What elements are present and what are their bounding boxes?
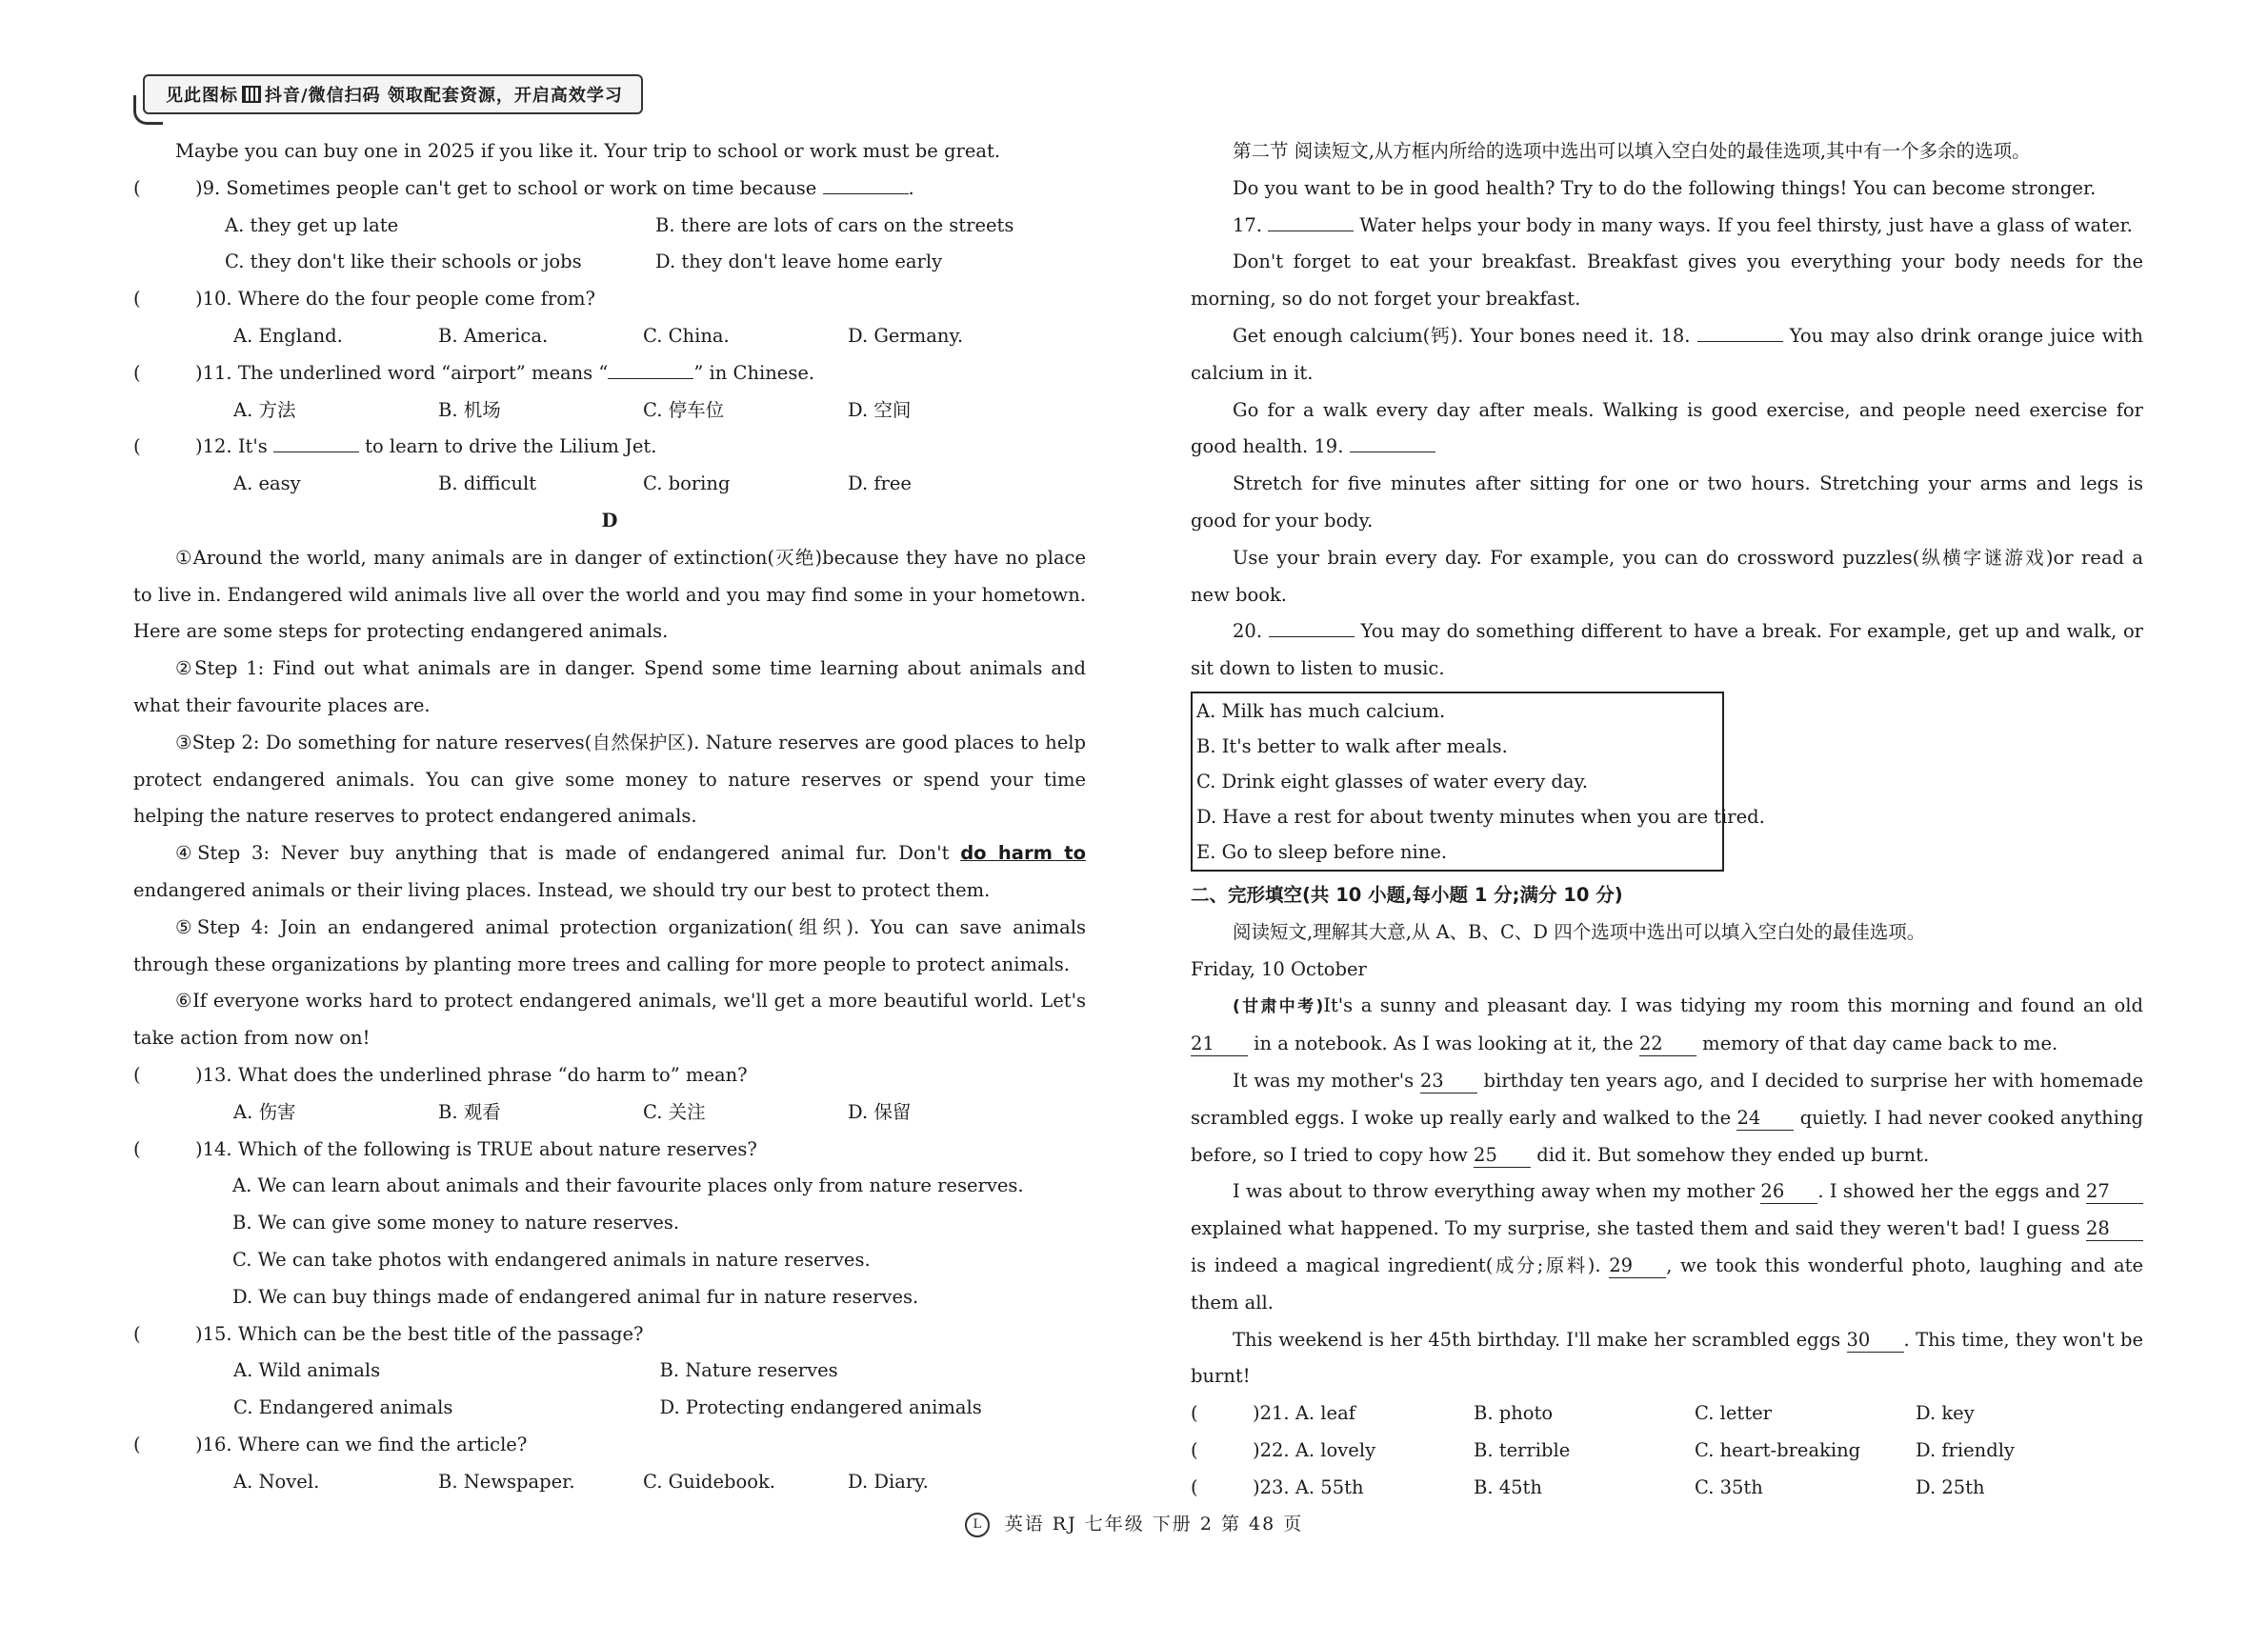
cloze-title: 二、完形填空(共 10 小题,每小题 1 分;满分 10 分)	[1191, 883, 1623, 906]
question-11: ( )11. The underlined word “airport” means “ ” in Chinese.	[133, 355, 1086, 392]
q14-option-b[interactable]: B. We can give some money to nature reserves.	[232, 1212, 680, 1234]
qr-code-icon	[242, 86, 261, 103]
q13-options: A. 伤害 B. 观看 C. 关注 D. 保留	[233, 1100, 912, 1123]
question-12: ( )12. It's to learn to drive the Lilium Jet.	[133, 429, 1086, 466]
question-9: ( )9. Sometimes people can't get to school or work on time because .	[133, 171, 1086, 208]
options-box	[1191, 692, 1765, 872]
blank-27[interactable]: 27	[2086, 1180, 2143, 1204]
answer-blank[interactable]	[1697, 322, 1783, 342]
reading-breakfast: Don't forget to eat your breakfast. Breakfast gives you everything your body needs for the morning, so do not forget your breakfast.	[1191, 251, 2143, 311]
question-23: ( )23. A. 55th B. 45th C. 35th D. 25th	[1191, 1475, 1985, 1498]
section2-title: 第二节 阅读短文,从方框内所给的选项中选出可以填入空白处的最佳选项,其中有一个多余的选项。	[1233, 140, 2031, 162]
reading-intro: Do you want to be in good health? Try to do the following things! You can become stronger.	[1233, 176, 2097, 199]
q14-option-a[interactable]: A. We can learn about animals and their favourite places only from nature reserves.	[232, 1174, 1024, 1197]
passage-d-p4: ④Step 3: Never buy anything that is made of endangered animal fur. Don't do harm to endangered animals or their living places. Instead, we should try our best to protect them.	[133, 842, 1086, 901]
question-15: ( )15. Which can be the best title of the passage?	[133, 1322, 644, 1345]
box-option-b[interactable]: B. It's better to walk after meals.	[1196, 734, 1508, 757]
diary-date: Friday, 10 October	[1191, 957, 1367, 980]
box-option-d[interactable]: D. Have a rest for about twenty minutes when you are tired.	[1196, 805, 1765, 828]
banner-prefix: 见此图标	[166, 86, 238, 106]
answer-blank[interactable]	[823, 174, 909, 194]
q16-options: A. Novel. B. Newspaper. C. Guidebook. D. Diary.	[233, 1470, 929, 1493]
reading-20: 20. You may do something different to have a break. For example, get up and walk, or sit down to listen to music.	[1191, 613, 2143, 688]
box-option-a[interactable]: A. Milk has much calcium.	[1196, 699, 1446, 722]
question-14: ( )14. Which of the following is TRUE about nature reserves?	[133, 1137, 757, 1160]
blank-26[interactable]: 26	[1760, 1180, 1817, 1204]
q11-options: A. 方法 B. 机场 C. 停车位 D. 空间	[233, 398, 912, 421]
blank-24[interactable]: 24	[1736, 1107, 1794, 1131]
q9-options-row1: A. they get up late B. there are lots of cars on the streets	[225, 213, 1014, 236]
underlined-phrase: do harm to	[960, 842, 1086, 865]
cloze-p2: It was my mother's 23 birthday ten years ago, and I decided to surprise her with homemade scrambled eggs. I woke up really early and walked to the 24 quietly. I had never cooked anything before, so I tried to copy how 25 did it. But somehow they ended up burnt.	[1191, 1069, 2143, 1166]
blank-28[interactable]: 28	[2086, 1217, 2143, 1241]
section-d-heading: D	[601, 509, 618, 532]
q10-options: A. England. B. America. C. China. D. Germany.	[233, 324, 964, 347]
cloze-p1: (甘肃中考)It's a sunny and pleasant day. I was tidying my room this morning and found an old 21 in a notebook. As I was looking at it, the 22 memory of that day came back to me.	[1191, 994, 2143, 1055]
reading-stretch: Stretch for five minutes after sitting for one or two hours. Stretching your arms and legs is good for your body.	[1191, 472, 2143, 532]
blank-21[interactable]: 21	[1191, 1033, 1248, 1056]
blank-29[interactable]: 29	[1609, 1254, 1666, 1278]
right-column	[1191, 133, 2143, 1507]
passage-d-p5: ⑤Step 4: Join an endangered animal protection organization(组织). You can save animals through these organizations by planting more trees and calling for more people to protect animals.	[133, 915, 1086, 975]
reading-brain: Use your brain every day. For example, you can do crossword puzzles(纵横字谜游戏)or read a new book.	[1191, 546, 2143, 606]
answer-blank[interactable]	[273, 432, 359, 452]
q15-options-row1: A. Wild animals B. Nature reserves	[233, 1359, 838, 1382]
footer-text: 英语 RJ 七年级 下册 2 第 48 页	[1004, 1514, 1304, 1535]
box-option-c[interactable]: C. Drink eight glasses of water every day.	[1196, 770, 1589, 792]
answer-blank[interactable]	[1268, 211, 1354, 231]
blank-23[interactable]: 23	[1420, 1070, 1477, 1093]
intro-line: Maybe you can buy one in 2025 if you like it. Your trip to school or work must be great.	[175, 140, 1001, 162]
question-16: ( )16. Where can we find the article?	[133, 1433, 528, 1455]
answer-blank[interactable]	[608, 359, 693, 379]
qr-banner	[143, 74, 643, 114]
blank-22[interactable]: 22	[1639, 1033, 1696, 1056]
q14-option-c[interactable]: C. We can take photos with endangered animals in nature reserves.	[232, 1248, 871, 1271]
q9-options-row2: C. they don't like their schools or jobs D. they don't leave home early	[225, 251, 943, 273]
left-column	[133, 133, 1086, 1500]
passage-d-p1: ①Around the world, many animals are in danger of extinction(灭绝)because they have no place to live in. Endangered wild animals live all over the world and you may find some in your hometown. Here are some steps for protecting endangered animals.	[133, 546, 1086, 643]
cloze-p3: I was about to throw everything away when my mother 26 . I showed her the eggs and 27 explained what happened. To my surprise, she tasted them and said they weren't bad! I guess 28 is indeed a magical ingredient(成分;原料). 29 , we took this wonderful photo, laughing and ate them all.	[1191, 1180, 2144, 1314]
question-13: ( )13. What does the underlined phrase “do harm to” mean?	[133, 1063, 748, 1086]
banner-text: 抖音/微信扫码 领取配套资源，开启高效学习	[265, 86, 623, 106]
cloze-instructions: 阅读短文,理解其大意,从 A、B、C、D 四个选项中选出可以填入空白处的最佳选项。	[1233, 920, 1926, 943]
question-10: ( )10. Where do the four people come from?	[133, 288, 595, 311]
q12-options: A. easy B. difficult C. boring D. free	[233, 472, 912, 495]
box-option-e[interactable]: E. Go to sleep before nine.	[1196, 840, 1448, 863]
question-22: ( )22. A. lovely B. terrible C. heart-breaking D. friendly	[1191, 1438, 2015, 1461]
reading-19: Go for a walk every day after meals. Walking is good exercise, and people need exercise for good health. 19.	[1191, 398, 2143, 458]
question-21: ( )21. A. leaf B. photo C. letter D. key	[1191, 1402, 1975, 1425]
blank-30[interactable]: 30	[1847, 1329, 1904, 1353]
passage-d-p6: ⑥If everyone works hard to protect endangered animals, we'll get a more beautiful world. Let's take action from now on!	[133, 990, 1086, 1050]
cloze-p4: This weekend is her 45th birthday. I'll make her scrambled eggs 30 . This time, they won't be burnt!	[1191, 1328, 2143, 1388]
passage-d-p2: ②Step 1: Find out what animals are in danger. Spend some time learning about animals and what their favourite places are.	[133, 657, 1086, 716]
answer-blank[interactable]	[1350, 432, 1435, 452]
passage-d-p3: ③Step 2: Do something for nature reserves(自然保护区). Nature reserves are good places to help protect endangered animals. You can give some money to nature reserves or spend your time helping the nature reserves to protect endangered animals.	[133, 731, 1086, 828]
source-tag: (甘肃中考)	[1233, 997, 1324, 1017]
answer-blank[interactable]	[1269, 617, 1355, 637]
page-footer	[0, 1510, 2268, 1537]
q15-options-row2: C. Endangered animals D. Protecting endangered animals	[233, 1396, 982, 1419]
reading-17: 17. Water helps your body in many ways. If you feel thirsty, just have a glass of water.	[1191, 208, 2143, 245]
blank-25[interactable]: 25	[1474, 1144, 1531, 1168]
q14-option-d[interactable]: D. We can buy things made of endangered animal fur in nature reserves.	[232, 1285, 919, 1308]
publisher-logo-icon: L	[965, 1513, 990, 1537]
reading-18: Get enough calcium(钙). Your bones need it. 18. You may also drink orange juice with calcium in it.	[1191, 318, 2143, 392]
